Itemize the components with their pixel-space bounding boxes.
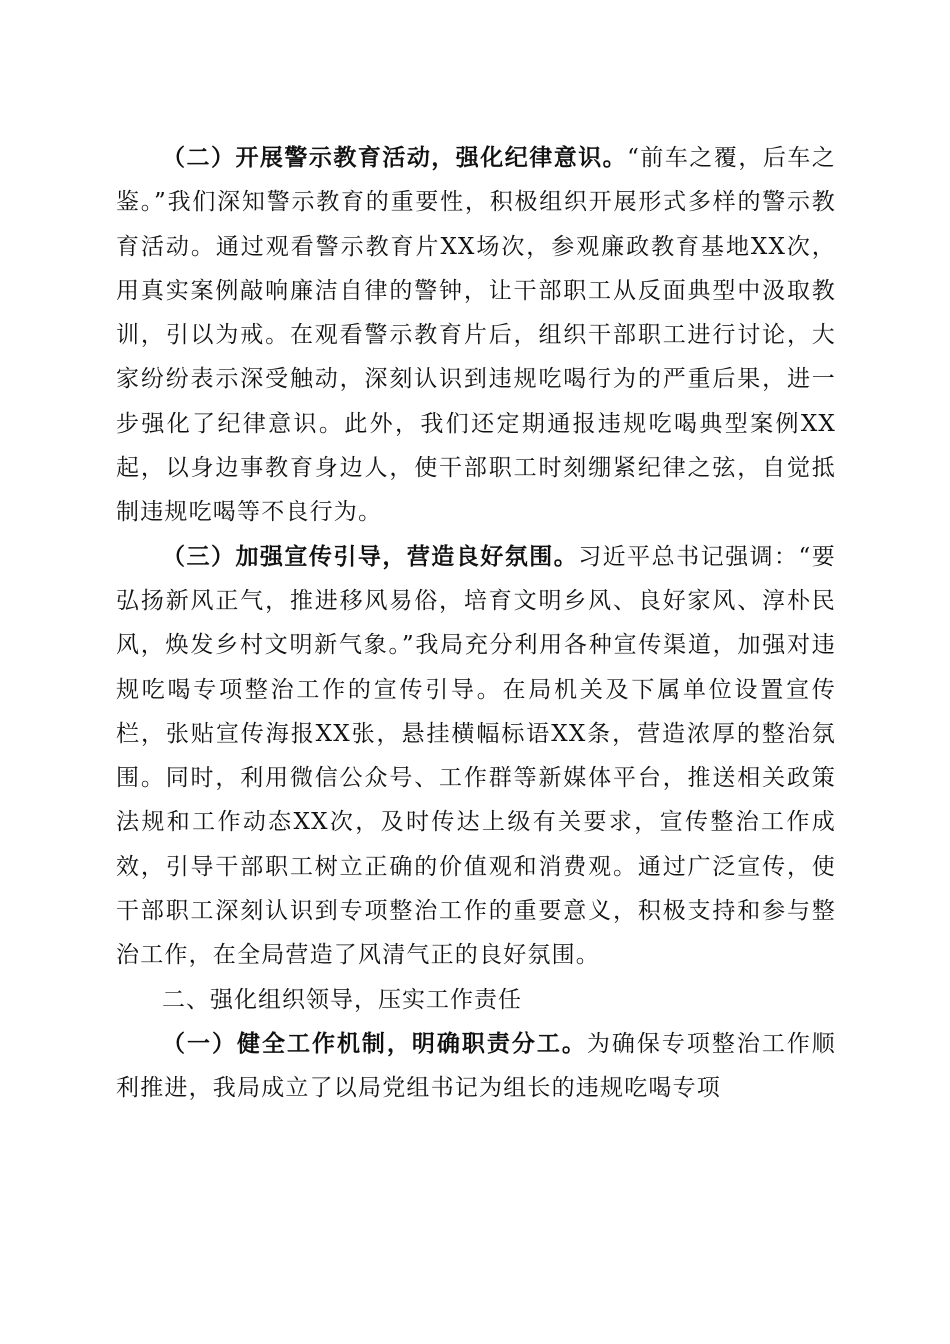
paragraph-work-mechanism (116, 1022, 836, 1111)
paragraph-warning-education (116, 136, 836, 535)
paragraph-lead: （一）健全工作机制，明确职责分工。 (162, 1029, 587, 1057)
paragraph-lead: （三）加强宣传引导，营造良好氛围。 (162, 542, 579, 570)
section-heading: 二、强化组织领导，压实工作责任 (162, 986, 522, 1013)
paragraph-text: 习近平总书记强调：“要弘扬新风正气，推进移风易俗，培育文明乡风、良好家风、淳朴民风，焕发乡村文明新气象。”我局充分利用各种宣传渠道，加强对违规吃喝专项整治工作的宣传引导。在局机关及下属单位设置宣传栏，张贴宣传海报XX张，悬挂横幅标语XX条，营造浓厚的整治氛围。同时，利用微信公众号、工作群等新媒体平台，推送相关政策法规和工作动态XX次，及时传达上级有关要求，宣传整治工作成效，引导干部职工树立正确的价值观和消费观。通过广泛宣传，使干部职工深刻认识到专项整治工作的重要意义，积极支持和参与整治工作，在全局营造了风清气正的良好氛围。 (116, 543, 836, 969)
paragraph-text: “前车之覆，后车之鉴。”我们深知警示教育的重要性，积极组织开展形式多样的警示教育活动。通过观看警示教育片XX场次，参观廉政教育基地XX次，用真实案例敲响廉洁自律的警钟，让干部职工从反面典型中汲取教训，引以为戒。在观看警示教育片后，组织干部职工进行讨论，大家纷纷表示深受触动，深刻认识到违规吃喝行为的严重后果，进一步强化了纪律意识。此外，我们还定期通报违规吃喝典型案例XX起，以身边事教育身边人，使干部职工时刻绷紧纪律之弦，自觉抵制违规吃喝等不良行为。 (116, 145, 836, 526)
document-body (116, 136, 836, 1111)
paragraph-text: 为确保专项整治工作顺利推进，我局成立了以局党组书记为组长的违规吃喝专项 (116, 1030, 837, 1102)
paragraph-lead: （二）开展警示教育活动，强化纪律意识。 (162, 144, 628, 171)
paragraph-publicity-guidance (116, 535, 836, 978)
